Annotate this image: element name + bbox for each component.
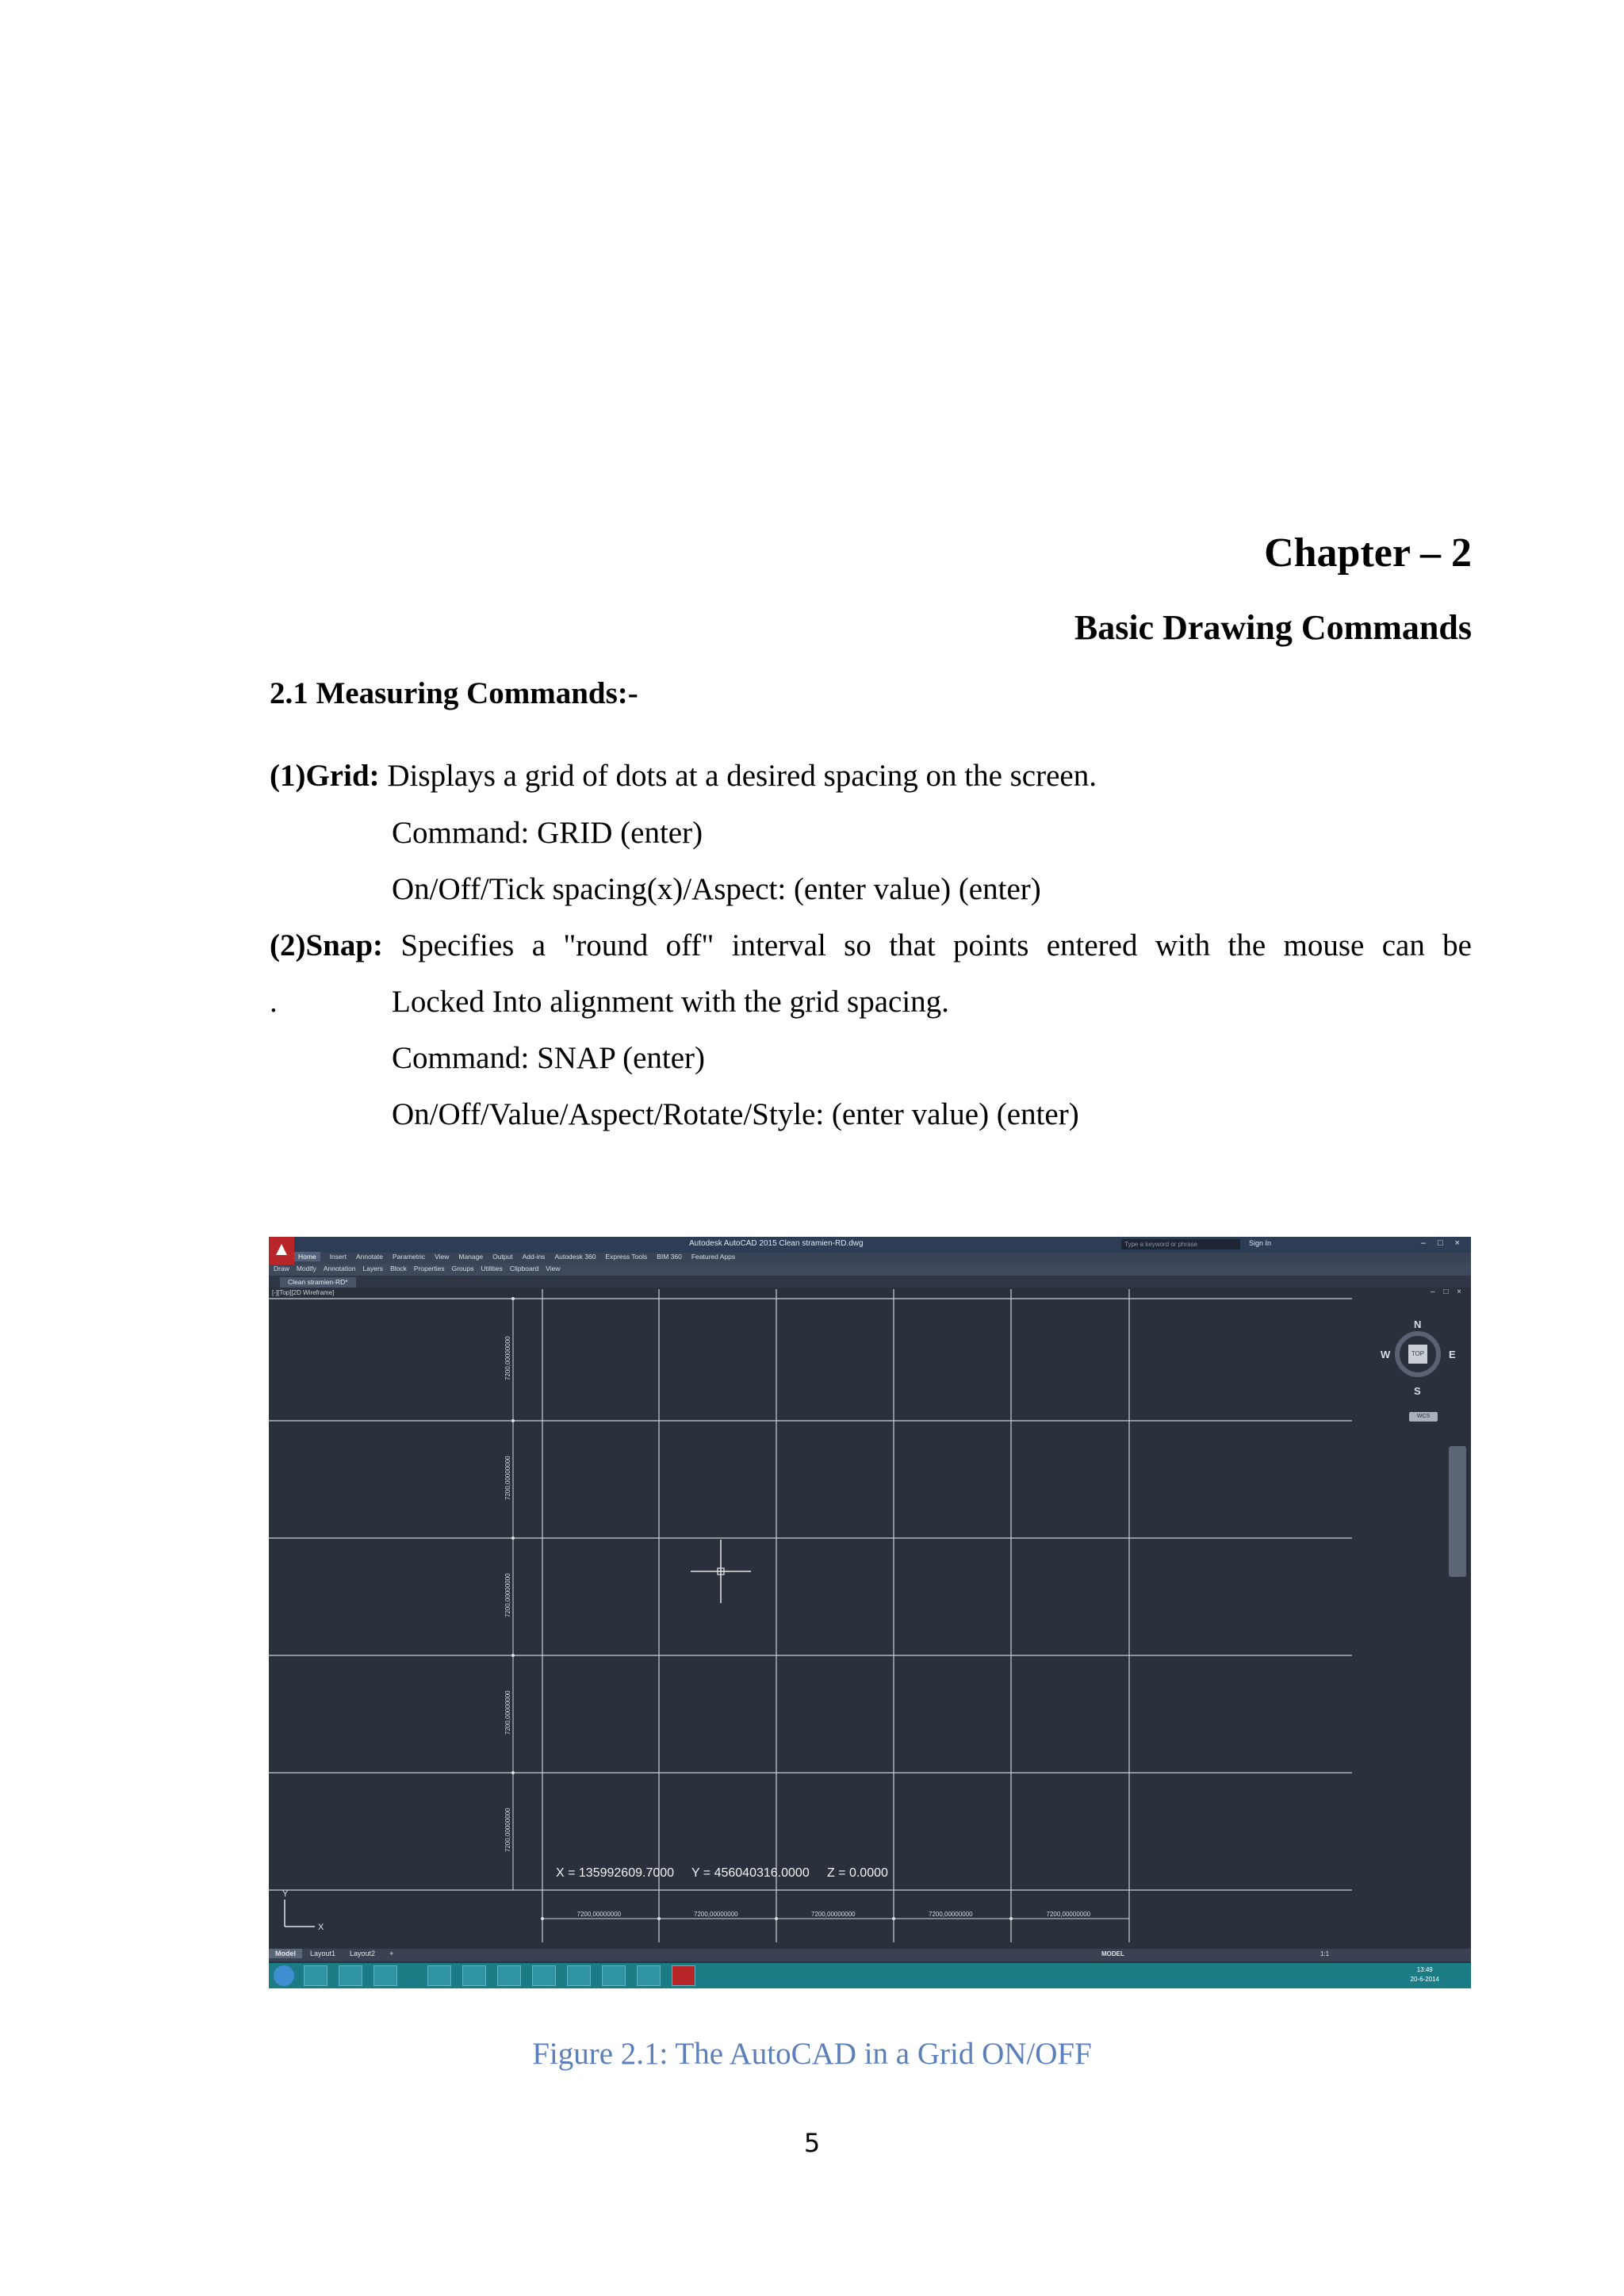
viewcube-top-button[interactable]: TOP [1408,1345,1427,1364]
dimension-tick [541,1917,544,1920]
ribbon-tab-view[interactable]: View [435,1253,450,1261]
compass-south[interactable]: S [1414,1385,1421,1397]
horizontal-dimensions [541,1911,1129,1920]
snap-description: Specifies a "round off" interval so that points entered with the mouse can be [400,928,1472,962]
app-icon-5[interactable] [637,1965,661,1986]
ribbon-tab-bim-360[interactable]: BIM 360 [657,1253,682,1261]
vertical-dimensions [504,1297,515,1890]
dimension-tick [511,1297,515,1300]
compass-east[interactable]: E [1449,1349,1456,1360]
folder-icon[interactable] [339,1965,362,1986]
dimension-tick [511,1654,515,1657]
app-icon-1[interactable] [497,1965,521,1986]
app-icon-3[interactable] [567,1965,591,1986]
window-title: Autodesk AutoCAD 2015 Clean stramien-RD.dwg [689,1239,864,1248]
horizontal-dimension-label: 7200,00000000 [929,1911,973,1918]
ribbon-tab-autodesk-360[interactable]: Autodesk 360 [554,1253,596,1261]
ribbon-tab-annotate[interactable]: Annotate [355,1253,383,1261]
viewport-controls[interactable]: – □ × [1431,1288,1465,1296]
vertical-dimension-label: 7200,00000000 [504,1336,511,1380]
autocad-screenshot [269,1237,1471,1988]
ribbon-tab-parametric[interactable]: Parametric [392,1253,426,1261]
snap-dot: . [270,985,278,1019]
dimension-tick [511,1419,515,1422]
ucs-x-label: X [318,1923,324,1932]
wcs-menu[interactable]: WCS [1409,1412,1438,1422]
snap-continuation: Locked Into alignment with the grid spacing. [392,985,949,1019]
page-number: 5 [803,2128,821,2158]
grid-description: Displays a grid of dots at a desired spacing on the screen. [379,759,1097,793]
snap-paragraph [270,928,1472,963]
panel-properties[interactable]: Properties [413,1265,445,1272]
dimension-tick [657,1917,661,1920]
cursor-coordinates: X = 135992609.7000 Y = 456040316.0000 Z = 0.0000 [556,1866,888,1880]
status-bar [1098,1949,1471,1961]
media-player-icon[interactable] [373,1965,397,1986]
dimension-tick [1009,1917,1013,1920]
app-icon-4[interactable] [602,1965,626,1986]
viewcube[interactable] [1381,1318,1457,1423]
ribbon-tab-insert[interactable]: Insert [329,1253,347,1261]
horizontal-dimension-label: 7200,00000000 [1046,1911,1091,1918]
snap-command: Command: SNAP (enter) [392,1041,706,1075]
browser-icon[interactable] [304,1965,327,1986]
chapter-title: Chapter – 2 [1264,530,1472,576]
dimension-tick [775,1917,778,1920]
layout-tab-layout1[interactable]: Layout1 [310,1950,336,1957]
ribbon-tab-manage[interactable]: Manage [458,1253,484,1261]
windows-taskbar [269,1963,1471,1988]
clock-time: 13:49 [1416,1966,1433,1973]
dimension-tick [511,1536,515,1540]
layout-tab-add[interactable]: + [389,1950,394,1957]
figure-caption: Figure 2.1: The AutoCAD in a Grid ON/OFF [532,2037,1092,2071]
panel-modify[interactable]: Modify [296,1265,316,1272]
panel-annotation[interactable]: Annotation [323,1265,356,1272]
vertical-dimension-label: 7200,00000000 [504,1690,511,1735]
window-controls[interactable]: – □ × [1420,1238,1465,1248]
panel-layers[interactable]: Layers [362,1265,384,1272]
snap-label: (2)Snap: [270,928,384,962]
clock-date: 20-6-2014 [1410,1976,1439,1983]
crosshair-cursor-icon [691,1540,751,1603]
grid-command: Command: GRID (enter) [392,816,703,850]
annotation-scale[interactable]: 1:1 [1320,1950,1330,1957]
dimension-tick [892,1917,895,1920]
ribbon-tab-express-tools[interactable]: Express Tools [605,1253,648,1261]
panel-view[interactable]: View [546,1265,561,1272]
navigation-bar[interactable] [1449,1446,1466,1577]
ucs-y-label: Y [282,1889,289,1899]
compass-west[interactable]: W [1381,1349,1391,1360]
vertical-dimension-label: 7200,00000000 [504,1456,511,1500]
search-input[interactable]: Type a keyword or phrase [1121,1239,1240,1249]
horizontal-dimension-label: 7200,00000000 [694,1911,738,1918]
horizontal-dimension-label: 7200,00000000 [811,1911,856,1918]
ucs-icon [282,1889,324,1932]
chapter-subtitle: Basic Drawing Commands [1074,608,1472,647]
section-heading: 2.1 Measuring Commands:- [270,676,638,710]
autocad-taskbar-icon[interactable] [672,1965,695,1986]
panel-groups[interactable]: Groups [451,1265,474,1272]
compass-north[interactable]: N [1414,1318,1422,1330]
layout-tab-layout2[interactable]: Layout2 [350,1950,376,1957]
model-space-button[interactable]: MODEL [1101,1950,1124,1957]
system-clock [1411,1965,1439,1984]
dimension-tick [511,1771,515,1774]
sign-in-link[interactable]: Sign In [1249,1239,1272,1247]
ribbon-tab-home[interactable]: Home [294,1252,320,1261]
ribbon-tab-add-ins[interactable]: Add-ins [522,1253,546,1261]
grid-lines [269,1289,1352,1942]
panel-clipboard[interactable]: Clipboard [509,1265,539,1272]
start-button-icon[interactable] [274,1965,294,1986]
grid-label: (1)Grid: [270,759,380,793]
ribbon-tab-output[interactable]: Output [492,1253,513,1261]
network-icon[interactable] [462,1965,486,1986]
horizontal-dimension-label: 7200,00000000 [576,1911,622,1918]
panel-block[interactable]: Block [390,1265,407,1272]
app-icon-2[interactable] [532,1965,556,1986]
grid-options: On/Off/Tick spacing(x)/Aspect: (enter value) (enter) [392,872,1041,906]
layout-tab-model[interactable]: Model [269,1949,302,1958]
panel-utilities[interactable]: Utilities [481,1265,503,1272]
spreadsheet-icon[interactable] [427,1965,451,1986]
vertical-dimension-label: 7200,00000000 [504,1808,511,1852]
viewport-label[interactable]: [-][Top][2D Wireframe] [272,1289,335,1296]
snap-options: On/Off/Value/Aspect/Rotate/Style: (enter value) (enter) [392,1097,1079,1131]
panel-draw[interactable]: Draw [274,1265,289,1272]
ribbon-tab-featured-apps[interactable]: Featured Apps [691,1253,736,1261]
vertical-dimension-label: 7200,00000000 [504,1573,511,1617]
grid-paragraph [270,758,1097,794]
file-tab[interactable]: Clean stramien-RD* [280,1277,356,1288]
